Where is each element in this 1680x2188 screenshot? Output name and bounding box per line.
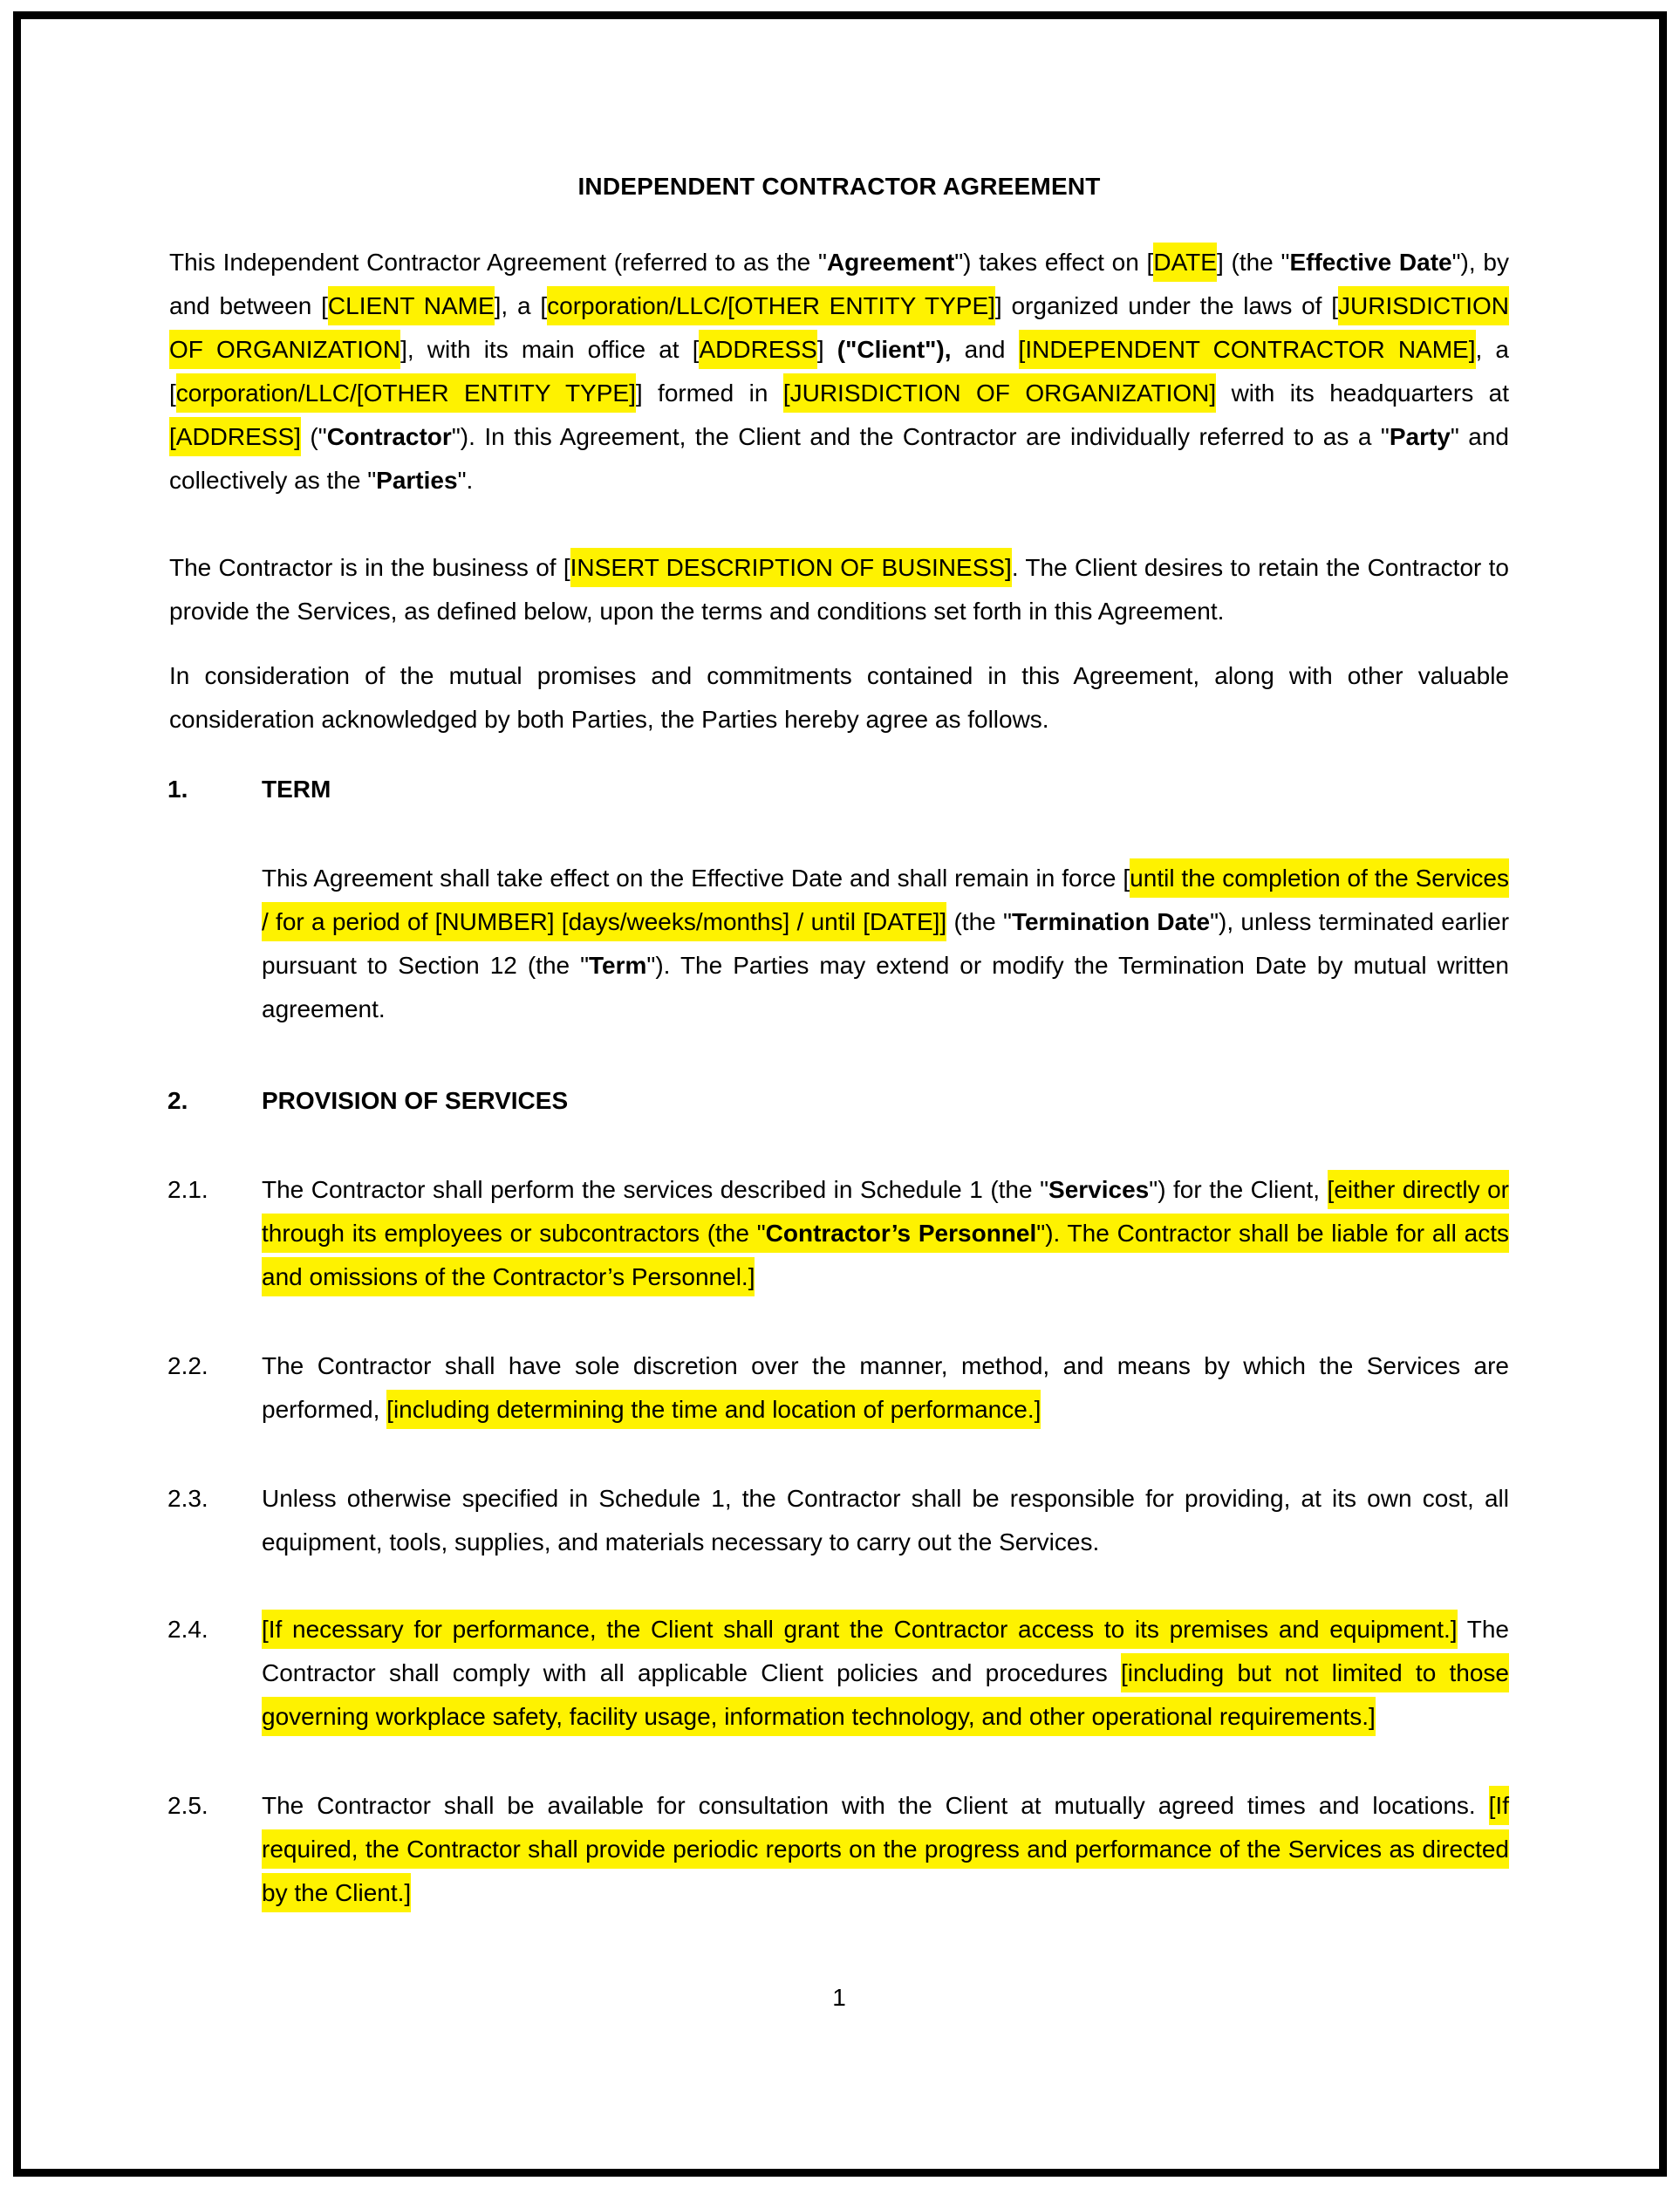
highlighted-text-run: [If necessary for performance, the Client shall grant the Contractor access to its premises and equipment.]: [262, 1610, 1458, 1649]
text-run: ("Client"),: [837, 336, 952, 363]
text-run: ] (the ": [1216, 249, 1290, 276]
highlighted-text-run: JURISDICTION OF ORGANIZATION: [169, 286, 1509, 369]
highlighted-text-run: corporation/LLC/[OTHER ENTITY TYPE]: [547, 286, 995, 325]
text-run: The Contractor shall be available for consultation with the Client at mutually agreed times and locations.: [262, 1792, 1489, 1819]
text-run: The Contractor is in the business of [: [169, 554, 570, 581]
section-1-body: [169, 857, 1509, 1031]
section-1-text: [262, 857, 1509, 1031]
intro-paragraph: [169, 241, 1509, 503]
highlighted-text-run: [either directly or through its employees or subcontractors (the ": [262, 1170, 1509, 1253]
section-2-heading: [169, 1079, 1509, 1123]
page-number: 1: [832, 1984, 846, 2011]
text-run: , a [: [169, 336, 1509, 407]
business-paragraph: [169, 546, 1509, 633]
clause-2-5: [169, 1784, 1509, 1915]
section-2-number: 2.: [167, 1087, 188, 1114]
text-run: The Contractor shall have sole discretion over the manner, method, and means by which the Services are performed,: [262, 1352, 1509, 1423]
text-run: Termination Date: [1011, 908, 1211, 935]
clause-2-4: [169, 1608, 1509, 1739]
highlighted-text-run: [INDEPENDENT CONTRACTOR NAME]: [1019, 330, 1476, 369]
clause-2-2: [169, 1344, 1509, 1432]
text-run: ") for the Client,: [1149, 1176, 1328, 1203]
highlighted-text-run: [JURISDICTION OF ORGANIZATION]: [783, 373, 1216, 413]
highlighted-text-run: [including determining the time and location of performance.]: [386, 1390, 1041, 1429]
text-run: This Independent Contractor Agreement (referred to as the ": [169, 249, 827, 276]
text-run: This Agreement shall take effect on the Effective Date and shall remain in force [: [262, 865, 1130, 892]
clause-2-4-number: 2.4.: [167, 1616, 208, 1643]
clause-2-3: [169, 1477, 1509, 1564]
text-run: Unless otherwise specified in Schedule 1, the Contractor shall be responsible for providing, at its own cost, all equipment, tools, supplies, and materials necessary to carry out the Services.: [262, 1485, 1509, 1556]
text-run: In consideration of the mutual promises and commitments contained in this Agreement, along with other valuable consideration acknowledged by both Parties, the Parties hereby agree as follows.: [169, 662, 1509, 733]
consideration-paragraph: [169, 654, 1509, 742]
clause-2-1-text: [262, 1168, 1509, 1299]
highlighted-text-run: CLIENT NAME: [328, 286, 495, 325]
text-run: The Contractor shall perform the services described in Schedule 1 (the ": [262, 1176, 1049, 1203]
section-1-title: TERM: [262, 776, 331, 803]
highlighted-text-run: [ADDRESS]: [169, 417, 301, 456]
clause-2-1-number: 2.1.: [167, 1176, 208, 1203]
clause-2-1: [169, 1168, 1509, 1299]
text-run: Services: [1048, 1176, 1150, 1203]
text-run: "). In this Agreement, the Client and the Contractor are individually referred to as a ": [451, 423, 1390, 450]
clause-2-2-text: [262, 1344, 1509, 1432]
highlighted-text-run: ADDRESS: [699, 330, 816, 369]
text-run: ]: [816, 336, 837, 363]
section-1-number: 1.: [167, 776, 188, 803]
clause-2-2-number: 2.2.: [167, 1352, 208, 1379]
section-2-title: PROVISION OF SERVICES: [262, 1087, 569, 1114]
highlighted-text-run: DATE: [1153, 243, 1217, 282]
text-run: ] organized under the laws of [: [994, 292, 1339, 319]
clause-2-3-number: 2.3.: [167, 1485, 208, 1512]
text-run: ], with its main office at [: [400, 336, 700, 363]
text-run: Effective Date: [1289, 249, 1452, 276]
text-run: ") takes effect on [: [954, 249, 1154, 276]
text-run: "), unless terminated earlier pursuant to Section 12 (the ": [262, 908, 1510, 979]
highlighted-text-run: Contractor’s Personnel: [766, 1214, 1037, 1253]
text-run: and: [951, 336, 1019, 363]
text-run: ".: [457, 467, 474, 494]
text-run: Parties: [376, 467, 458, 494]
highlighted-text-run: "). The Contractor shall be liable for all acts and omissions of the Contractor’s Personnel.]: [262, 1214, 1509, 1296]
highlighted-text-run: until the completion of the Services / for a period of [NUMBER] [days/weeks/months] / until [DATE]]: [262, 858, 1509, 941]
text-run: (the ": [946, 908, 1012, 935]
text-run: Agreement: [826, 249, 955, 276]
section-1-heading: [169, 768, 1509, 811]
clause-2-5-text: [262, 1784, 1509, 1915]
highlighted-text-run: [If required, the Contractor shall provide periodic reports on the progress and performance of the Services as directed by the Client.]: [262, 1786, 1509, 1912]
highlighted-text-run: INSERT DESCRIPTION OF BUSINESS]: [570, 548, 1012, 587]
text-run: "). The Parties may extend or modify the Termination Date by mutual written agreement.: [262, 952, 1510, 1022]
text-run: Party: [1389, 423, 1451, 450]
page-content: [169, 0, 1509, 2020]
clause-2-3-text: [262, 1477, 1509, 1564]
clause-2-5-number: 2.5.: [167, 1792, 208, 1819]
highlighted-text-run: corporation/LLC/[OTHER ENTITY TYPE]: [176, 373, 636, 413]
clause-2-4-text: [262, 1608, 1509, 1739]
text-run: (": [300, 423, 327, 450]
text-run: Contractor: [326, 423, 452, 450]
highlighted-text-run: [including but not limited to those governing workplace safety, facility usage, information technology, and other operational requirements.]: [262, 1653, 1509, 1736]
text-run: "), by and between [: [169, 249, 1509, 319]
text-run: Term: [589, 952, 647, 979]
document-title: INDEPENDENT CONTRACTOR AGREEMENT: [577, 173, 1101, 200]
text-run: . The Client desires to retain the Contractor to provide the Services, as defined below, upon the terms and conditions set forth in this Agreement.: [169, 554, 1509, 625]
text-run: ] formed in: [635, 379, 783, 407]
text-run: with its headquarters at: [1216, 379, 1509, 407]
text-run: " and collectively as the ": [169, 423, 1510, 494]
text-run: The Contractor shall comply with all applicable Client policies and procedures: [262, 1616, 1509, 1686]
text-run: ], a [: [494, 292, 548, 319]
